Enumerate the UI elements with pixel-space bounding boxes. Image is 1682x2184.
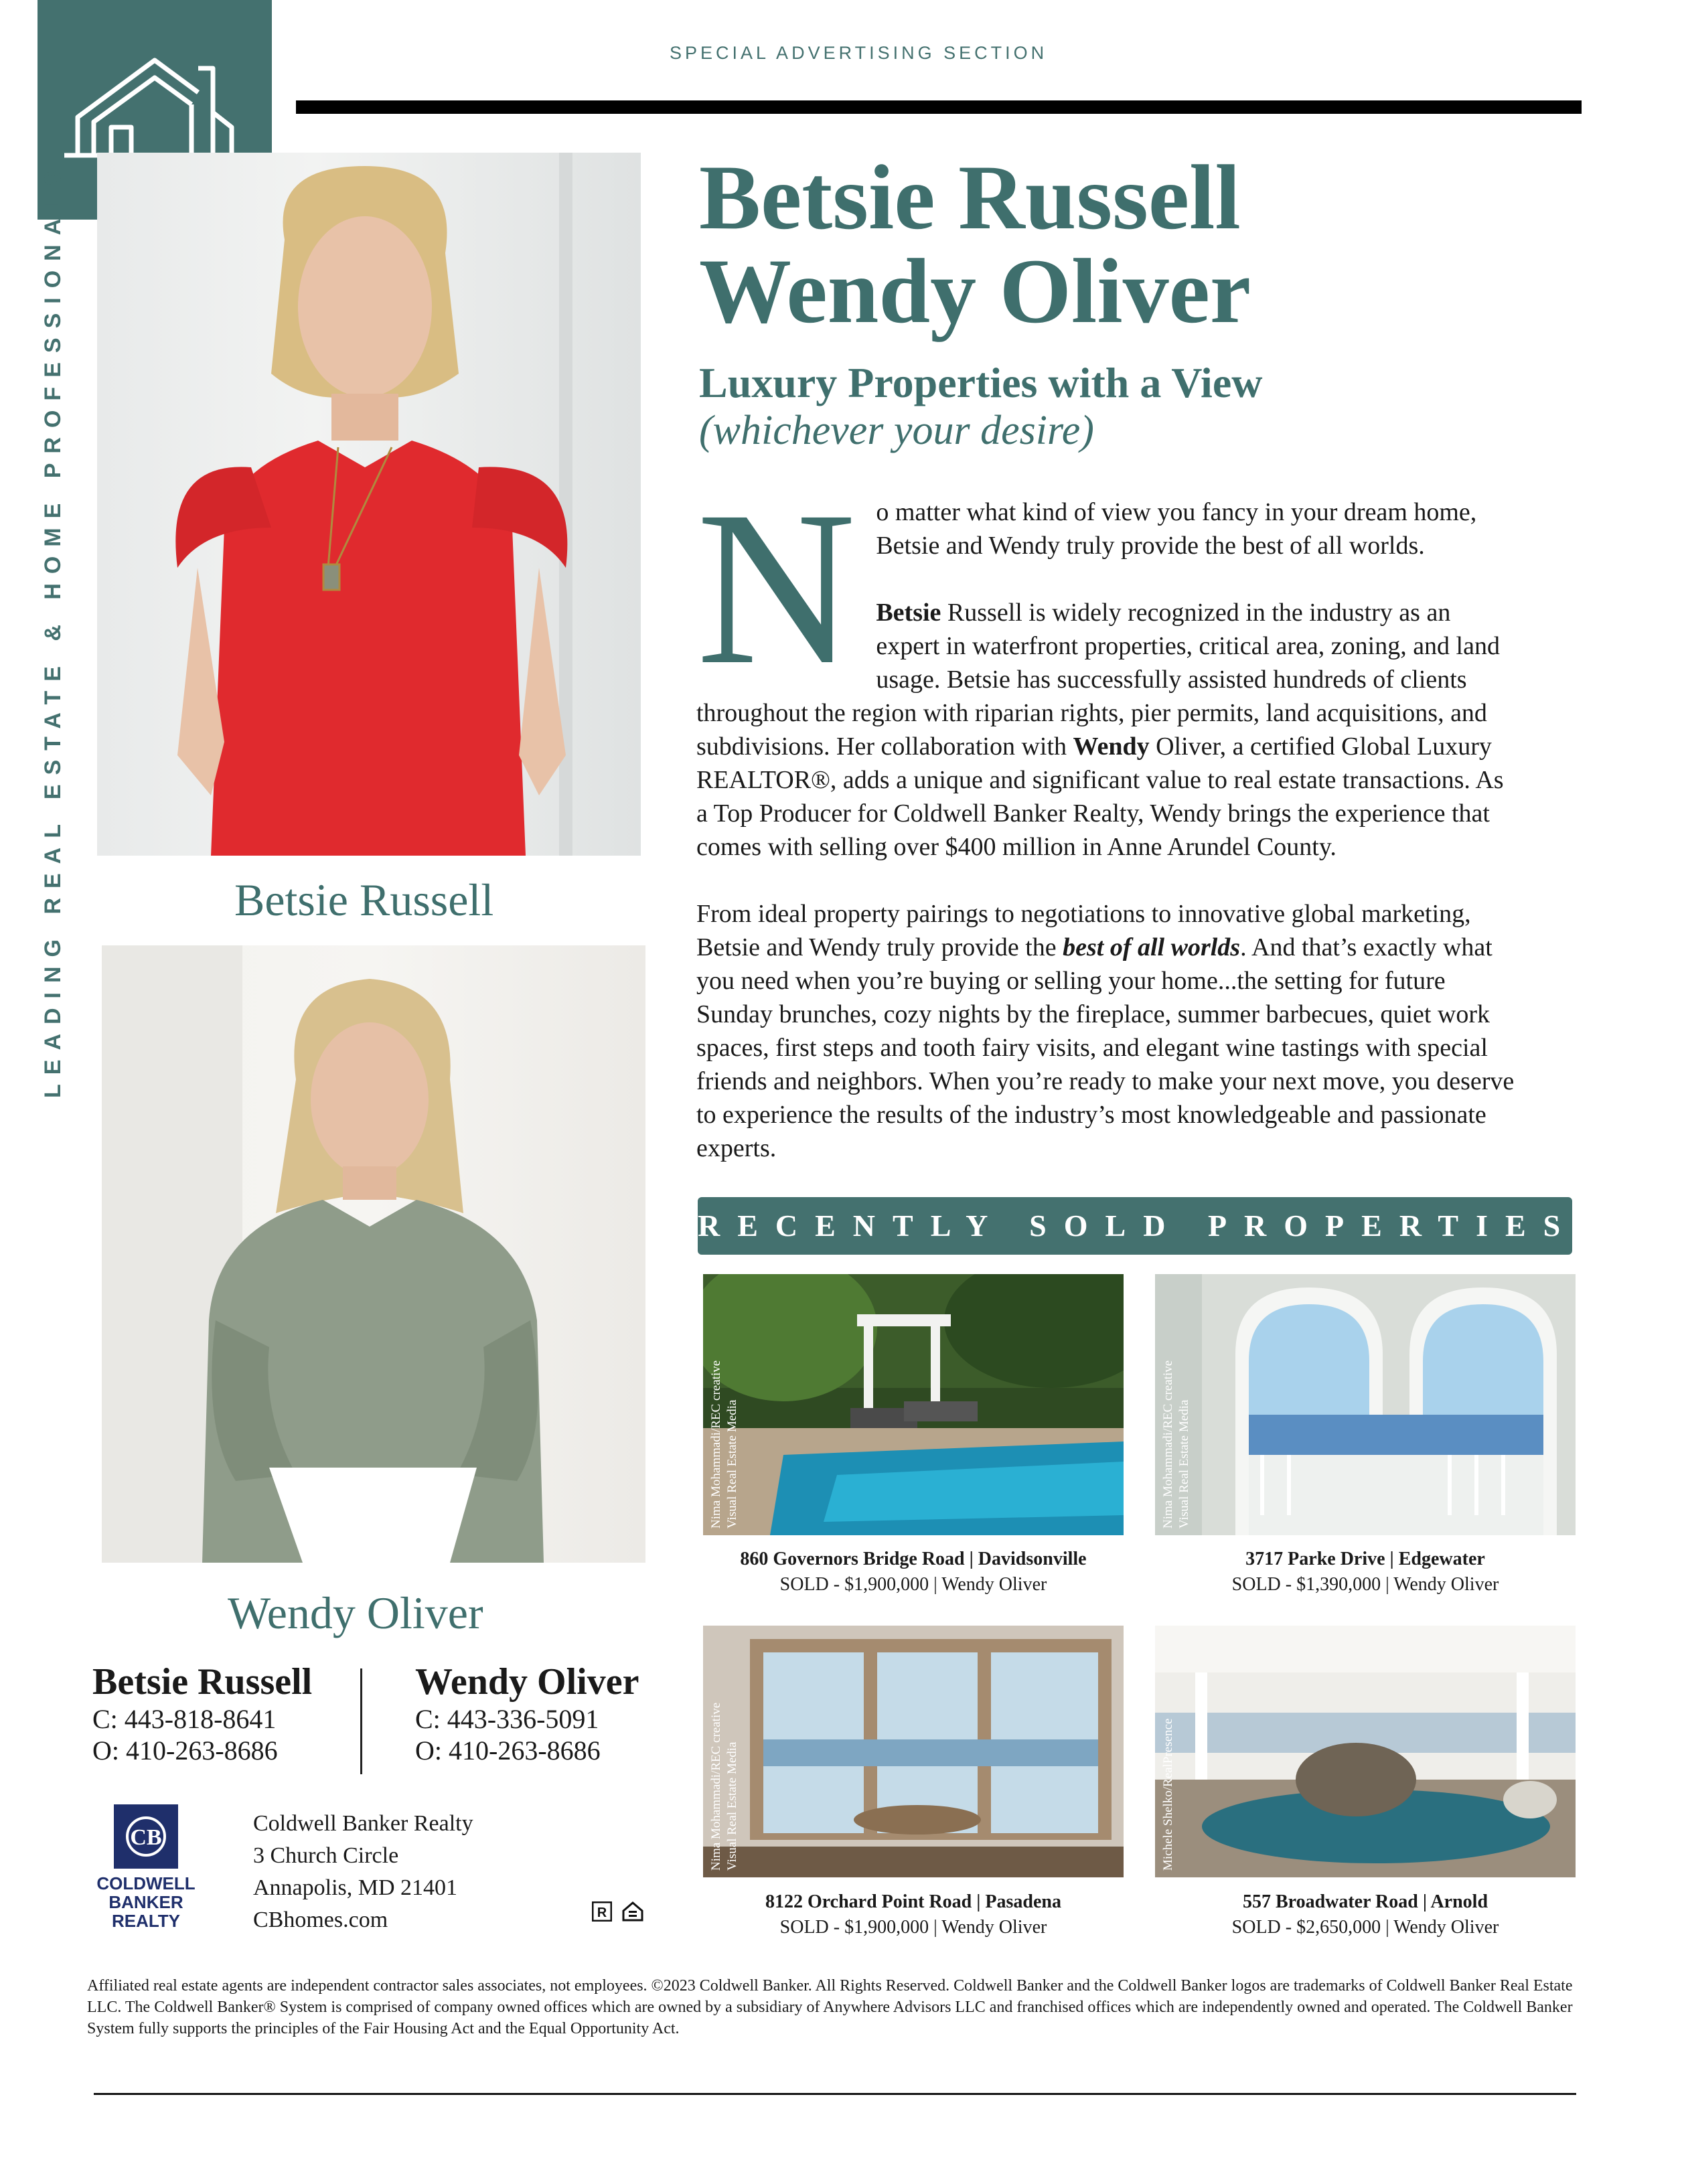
contact-betsie-cell: C: 443-818-8641 <box>92 1704 277 1734</box>
property-address-4: 557 Broadwater Road | Arnold <box>1242 1891 1488 1912</box>
photo-credit-2 <box>1160 1360 1193 1529</box>
photo-credit-4 <box>1160 1719 1176 1871</box>
bottom-rule <box>94 2093 1576 2095</box>
photo-credit-1-line1: Nima Mohammadi/REC creative <box>709 1360 723 1529</box>
property-address-3: 8122 Orchard Point Road | Pasadena <box>765 1891 1061 1912</box>
property-photo-4 <box>1155 1626 1576 1877</box>
property-address-1: 860 Governors Bridge Road | Davidsonville <box>740 1549 1087 1569</box>
top-rule <box>296 100 1582 114</box>
article-body <box>696 466 1520 1198</box>
coldwell-banker-logo <box>86 1804 206 1930</box>
paragraph-2-text-a: Russell is widely recognized in the industry as an expert in waterfront properties, critical area, zoning, and land usage. Betsie has successfully assisted hundreds of clients throughout the region with riparian rights, pier permits, land acquisitions, and subdivisions. Her collaboration with <box>696 599 1500 761</box>
wendy-portrait <box>102 945 645 1563</box>
svg-text:CB: CB <box>130 1825 162 1850</box>
property-address-2: 3717 Parke Drive | Edgewater <box>1245 1549 1485 1569</box>
contact-wendy <box>415 1660 639 1766</box>
property-caption-4 <box>1148 1889 1582 1940</box>
paragraph-2-text-b: Oliver, a certified Global Luxury REALTOR®, adds a unique and significant value to real estate transactions. As a Top Producer for Coldwell Banker Realty, Wendy brings the experience that comes with selling over $400 million in Anne Arundel County. <box>696 732 1504 861</box>
property-detail-2: SOLD - $1,390,000 | Wendy Oliver <box>1231 1574 1499 1595</box>
property-caption-2 <box>1148 1547 1582 1597</box>
best-of-all-worlds-emphasis: best of all worlds <box>1063 933 1241 961</box>
property-photo-3 <box>703 1626 1124 1877</box>
recently-sold-banner: RECENTLY SOLD PROPERTIES <box>698 1197 1572 1255</box>
office-city: Annapolis, MD 21401 <box>253 1875 458 1900</box>
property-caption-3 <box>696 1889 1130 1940</box>
logo-text-line2: BANKER <box>108 1892 183 1912</box>
side-label: LEADING REAL ESTATE & HOME PROFESSIONALS <box>40 161 66 1098</box>
paragraph-3-text-a: From ideal property pairings to negotiations to innovative global marketing, Betsie and Wendy truly provide the <box>696 900 1471 961</box>
contact-wendy-name: Wendy Oliver <box>415 1661 639 1703</box>
office-website: CBhomes.com <box>253 1907 388 1932</box>
paragraph-3-text-b: . And that’s exactly what you need when you’re buying or selling your home...the setting for future Sunday brunches, cozy nights by the fireplace, summer barbecues, quiet work spaces, first steps and tooth fairy visits, and elegant wine tastings with special friends and neighbors. When you’re ready to make your next move, you deserve to experience the results of the industry’s most knowledgeable and passionate experts. <box>696 933 1515 1162</box>
office-street: 3 Church Circle <box>253 1843 399 1868</box>
special-section-label: SPECIAL ADVERTISING SECTION <box>670 43 1048 63</box>
wendy-bold: Wendy <box>1073 732 1150 761</box>
realtor-icon <box>592 1901 612 1925</box>
contact-divider <box>360 1668 362 1774</box>
property-detail-1: SOLD - $1,900,000 | Wendy Oliver <box>779 1574 1047 1595</box>
office-name: Coldwell Banker Realty <box>253 1811 473 1836</box>
contact-betsie <box>92 1660 312 1766</box>
cb-monogram-icon <box>114 1804 178 1869</box>
property-detail-3: SOLD - $1,900,000 | Wendy Oliver <box>779 1917 1047 1938</box>
logo-text-line3: REALTY <box>111 1911 181 1931</box>
wendy-figure <box>102 945 645 1563</box>
logo-text-line1: COLDWELL <box>96 1873 196 1893</box>
subtitle: Luxury Properties with a View <box>699 359 1263 406</box>
photo-credit-2-line2: Visual Real Estate Media <box>1177 1399 1191 1529</box>
photo-credit-3-line1: Nima Mohammadi/REC creative <box>709 1702 723 1871</box>
svg-text:R: R <box>597 1905 607 1920</box>
photo-credit-4-line1: Michele Shelko/RealPresence <box>1161 1718 1175 1871</box>
title-name-betsie: Betsie Russell <box>699 146 1241 248</box>
paragraph-1-text: o matter what kind of view you fancy in your dream home, Betsie and Wendy truly provide the best of all worlds. <box>876 498 1477 560</box>
contact-wendy-cell: C: 443-336-5091 <box>415 1704 599 1734</box>
title-name-wendy: Wendy Oliver <box>699 240 1251 342</box>
betsie-portrait <box>97 153 641 856</box>
office-address <box>253 1808 473 1936</box>
wendy-caption: Wendy Oliver <box>228 1587 483 1638</box>
subtitle-italic: (whichever your desire) <box>699 408 1094 453</box>
contact-wendy-office: O: 410-263-8686 <box>415 1735 601 1766</box>
equal-housing-icon <box>621 1900 644 1926</box>
photo-credit-3 <box>708 1703 741 1871</box>
photo-credit-2-line1: Nima Mohammadi/REC creative <box>1161 1360 1175 1529</box>
betsie-figure <box>97 153 641 856</box>
drop-cap: N <box>696 466 856 710</box>
property-detail-4: SOLD - $2,650,000 | Wendy Oliver <box>1231 1917 1499 1938</box>
paragraph-3 <box>696 897 1520 1165</box>
photo-credit-1-line2: Visual Real Estate Media <box>725 1399 739 1529</box>
property-photo-2 <box>1155 1274 1576 1535</box>
betsie-bold: Betsie <box>876 599 941 627</box>
photo-credit-3-line2: Visual Real Estate Media <box>725 1741 739 1871</box>
photo-credit-1 <box>708 1360 741 1529</box>
betsie-caption: Betsie Russell <box>234 874 494 925</box>
property-caption-1 <box>696 1547 1130 1597</box>
contact-betsie-office: O: 410-263-8686 <box>92 1735 278 1766</box>
contact-betsie-name: Betsie Russell <box>92 1661 313 1703</box>
property-photo-1 <box>703 1274 1124 1535</box>
legal-disclaimer: Affiliated real estate agents are independent contractor sales associates, not employees. ©2023 Coldwell Banker. All Rights Reserved. Coldwell Banker and the Coldwell Banker logos are trademarks of Coldwell Banker Real Estate LLC. The Coldwell Banker® System is comprised of company owned offices which are owned by a subsidiary of Anywhere Advisors LLC and franchised offices which are independently owned and operated. The Coldwell Banker System fully supports the principles of the Fair Housing Act and the Equal Opportunity Act. <box>87 1977 1573 2037</box>
